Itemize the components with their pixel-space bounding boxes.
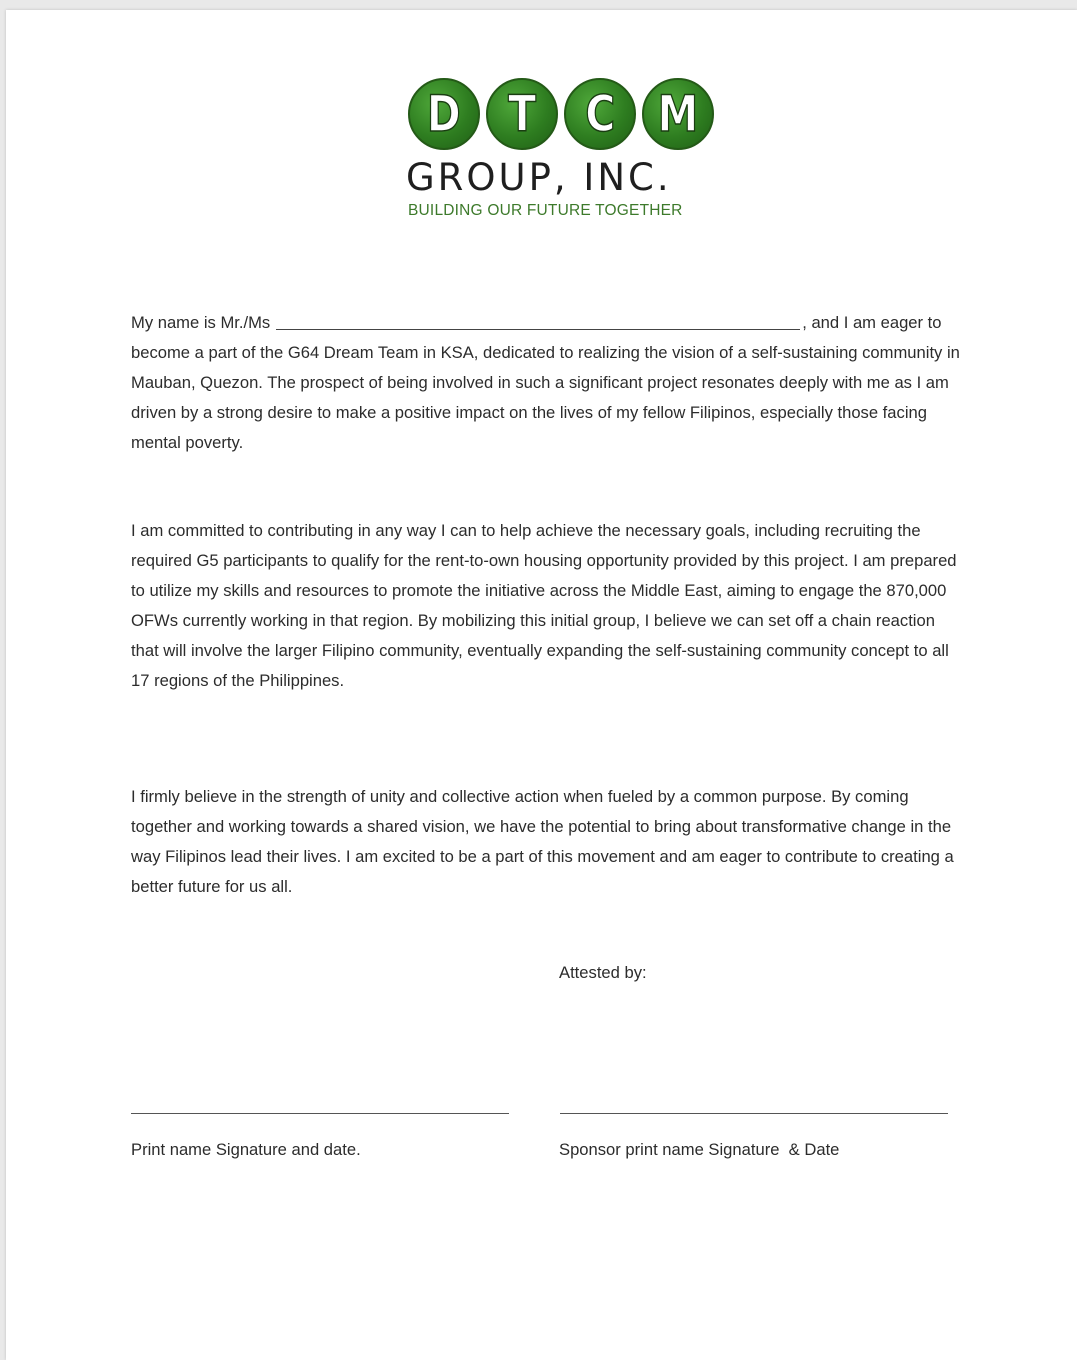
intro-rest: , and I am eager to become a part of the G64 Dream Team in KSA, dedicated to realizing the vision of a self-sustaining community in Mauban, Quezon. The prospect of being involved in such a significant project resonates deeply with me as I am driven by a strong desire to make a positive impact on the lives of my fellow Filipinos, especially those facing mental poverty. [131,313,960,452]
intro-prefix: My name is Mr./Ms [131,313,271,332]
signature-line-sponsor[interactable] [560,1113,948,1114]
logo-circle-m [642,78,714,150]
name-fill-blank[interactable] [276,311,800,330]
logo-company-name: GROUP, INC. [406,156,672,199]
paragraph-commitment: I am committed to contributing in any way I can to help achieve the necessary goals, including recruiting the required G5 participants to qualify for the rent-to-own housing opportunity provided by this project. I am prepared to utilize my skills and resources to promote the initiative across the Middle East, aiming to engage the 870,000 OFWs currently working in that region. By mobilizing this initial group, I believe we can set off a chain reaction that will involve the larger Filipino community, eventually expanding the self-sustaining community concept to all 17 regions of the Philippines. [131,521,957,690]
sponsor-signature-label: Sponsor print name Signature & Date [559,1140,840,1159]
applicant-signature-label: Print name Signature and date. [131,1140,361,1159]
logo-letter: T [508,85,536,143]
paragraph-intro [131,308,961,458]
document-page [6,10,1077,1360]
signature-line-applicant[interactable] [131,1113,509,1114]
logo-circle-c [564,78,636,150]
company-logo [402,78,732,228]
logo-letter: C [584,85,616,143]
attested-by-label: Attested by: [559,963,647,982]
paragraph-belief: I firmly believe in the strength of unity and collective action when fueled by a common purpose. By coming together and working towards a shared vision, we have the potential to bring about transformative change in the way Filipinos lead their lives. I am excited to be a part of this movement and am eager to contribute to creating a better future for us all. [131,787,954,896]
logo-letter: M [657,85,699,143]
logo-letter-circles [408,78,720,154]
logo-circle-d [408,78,480,150]
logo-tagline: BUILDING OUR FUTURE TOGETHER [408,202,683,219]
logo-letter: D [426,85,462,143]
logo-circle-t [486,78,558,150]
